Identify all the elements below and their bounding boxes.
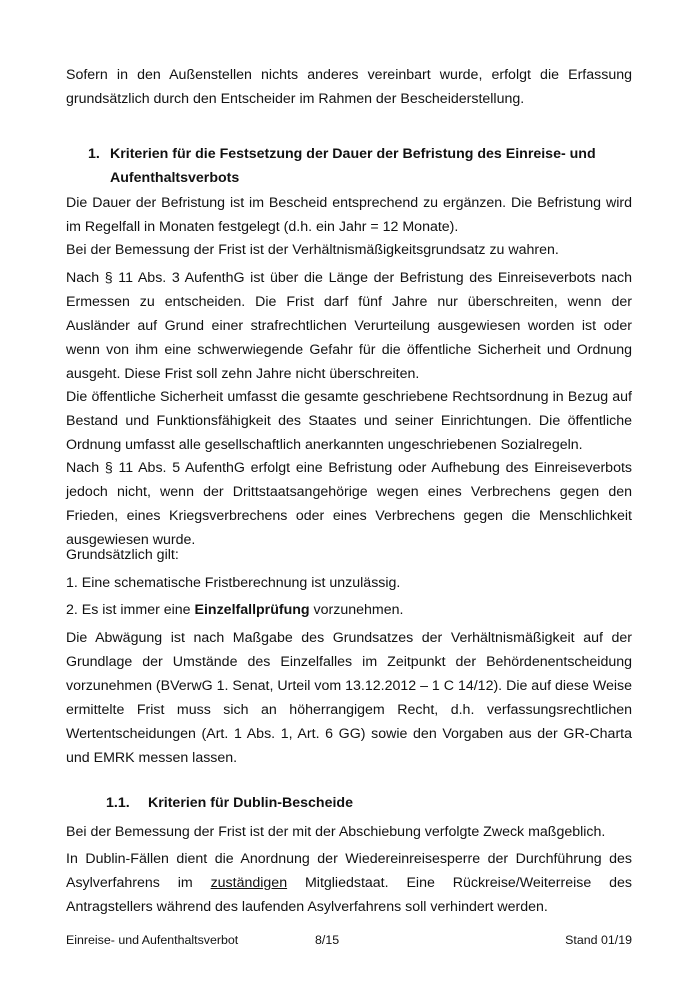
footer-title: Einreise- und Aufenthaltsverbot	[66, 933, 239, 947]
intro-paragraph: Sofern in den Außenstellen nichts anderes vereinbart wurde, erfolgt die Erfassung grundsätzlich durch den Entscheider im Rahmen der Bescheiderstellung.	[66, 67, 632, 107]
list-item: 2. Es ist immer eine Einzelfallprüfung vorzunehmen.	[66, 602, 404, 618]
paragraph-section-11-5: Nach § 11 Abs. 5 AufenthG erfolgt eine Befristung oder Aufhebung des Einreiseverbots jedoch nicht, wenn der Drittstaatsangehörige wegen eines Verbrechens gegen den Frieden, eines Kriegsverbrechens oder eines Verbrechens gegen die Menschlichkeit ausgewiesen wurde.	[66, 460, 632, 548]
paragraph-duration: Die Dauer der Befristung ist im Bescheid entsprechend zu ergänzen. Die Befristung wird im Regelfall in Monaten festgelegt (d.h. ein Jahr = 12 Monate).	[66, 195, 632, 235]
section-heading-1-1	[106, 791, 606, 815]
paragraph-dublin-purpose: Bei der Bemessung der Frist ist der mit der Abschiebung verfolgte Zweck maßgeblich.	[66, 824, 606, 840]
list-item: 1. Eine schematische Fristberechnung ist unzulässig.	[66, 575, 401, 591]
section-title: Kriterien für Dublin-Bescheide	[148, 795, 353, 811]
section-number: 1.	[88, 146, 100, 162]
paragraph-principle: Grundsätzlich gilt:	[66, 547, 179, 563]
paragraph-weighing: Die Abwägung ist nach Maßgabe des Grundsatzes der Verhältnismäßigkeit auf der Grundlage der Umstände des Einzelfalles im Zeitpunkt der Behördenentscheidung vorzunehmen (BVerwG 1. Senat, Urteil vom 13.12.2012 – 1 C 14/12). Die auf diese Weise ermittelte Frist muss sich an höherrangigem Recht, d.h. verfassungsrechtlichen Wertentscheidungen (Art. 1 Abs. 1, Art. 6 GG) sowie den Vorgaben aus der GR-Charta und EMRK messen lassen.	[66, 630, 632, 766]
paragraph-dublin-cases: In Dublin-Fällen dient die Anordnung der Wiedereinreisesperre der Durchführung des Asylverfahrens im zuständigen Mitgliedstaat. Eine Rückreise/Weiterreise des Antragstellers während des laufenden Asylverfahrens soll verhindert werden.	[66, 851, 632, 915]
paragraph-section-11-3: Nach § 11 Abs. 3 AufenthG ist über die Länge der Befristung des Einreiseverbots nach Ermessen zu entscheiden. Die Frist darf fünf Jahre nur überschreiten, wenn der Ausländer auf Grund einer strafrechtlichen Verurteilung ausgewiesen worden ist oder wenn von ihm eine schwerwiegende Gefahr für die öffentliche Sicherheit und Ordnung ausgeht. Diese Frist soll zehn Jahre nicht überschreiten.	[66, 270, 632, 382]
underlined-text: zuständigen	[210, 875, 288, 891]
footer-version: Stand 01/19	[565, 933, 632, 947]
emphasis-text: Einzelfallprüfung	[194, 602, 310, 618]
page-number: 8/15	[315, 933, 340, 947]
paragraph-public-safety: Die öffentliche Sicherheit umfasst die gesamte geschriebene Rechtsordnung in Bezug auf Bestand und Funktionsfähigkeit des Staates und seiner Einrichtungen. Die öffentliche Ordnung umfasst alle gesellschaftlich anerkannten ungeschriebenen Sozialregeln.	[66, 389, 632, 453]
section-heading-1	[88, 142, 634, 190]
paragraph-proportionality: Bei der Bemessung der Frist ist der Verhältnismäßigkeitsgrundsatz zu wahren.	[66, 242, 559, 258]
section-number: 1.1.	[106, 795, 130, 811]
section-title: Kriterien für die Festsetzung der Dauer der Befristung des Einreise- und Aufenthaltsverbots	[110, 146, 596, 186]
